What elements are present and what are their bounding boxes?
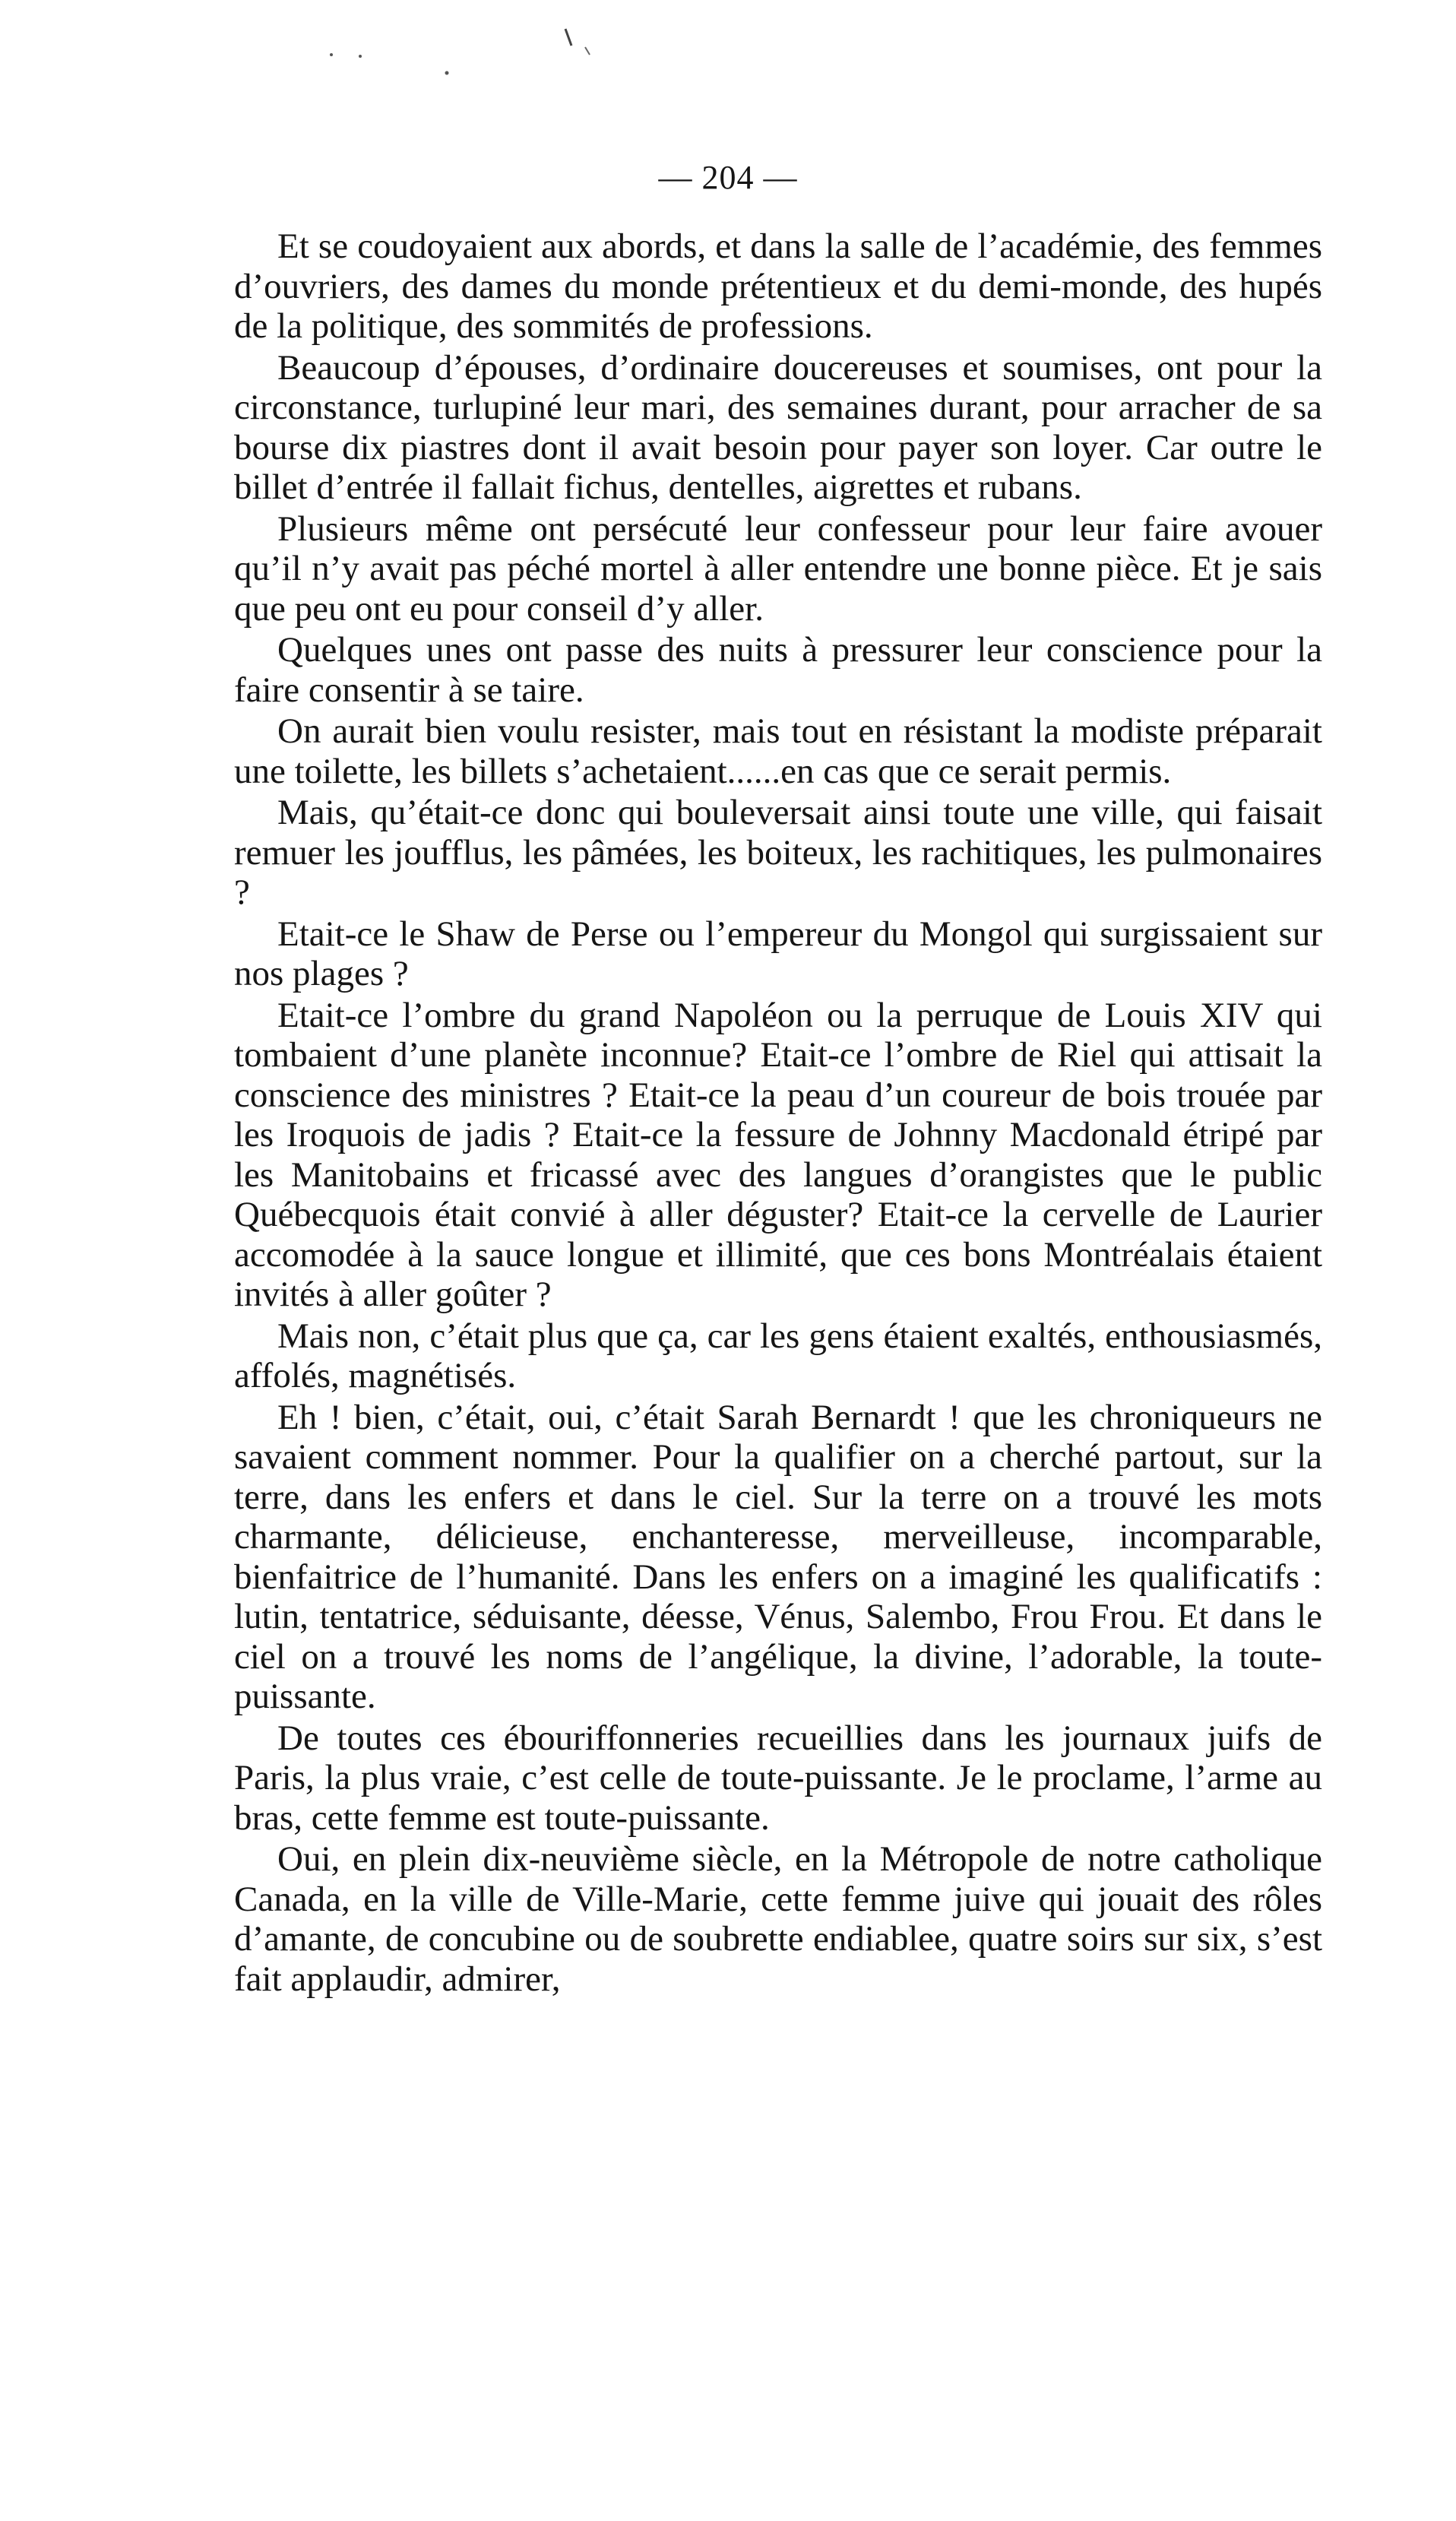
paragraph: Mais, qu’était-ce donc qui bouleversait ainsi toute une ville, qui faisait remuer les joufflus, les pâmées, les boiteux, les rachitiques, les pulmonaires ? [234,793,1322,912]
paragraph: Beaucoup d’épouses, d’ordinaire doucereuses et soumises, ont pour la circonstance, turlupiné leur mari, des semaines durant, pour arracher de sa bourse dix piastres dont il avait besoin pour payer son loyer. Car outre le billet d’entrée il fallait fichus, dentelles, aigrettes et rubans. [234,347,1322,507]
page-number: — 204 — [658,159,798,196]
paragraph: On aurait bien voulu resister, mais tout en résistant la modiste préparait une toilette, les billets s’achetaient......en cas que ce serait permis. [234,711,1322,791]
speck [585,47,590,55]
paragraph: Oui, en plein dix-neuvième siècle, en la Métropole de notre catholique Canada, en la ville de Ville-Marie, cette femme juive qui jouait des rôles d’amante, de concubine ou de soubrette endiablee, quatre soirs sur six, s’est fait applaudir, admirer, [234,1839,1322,1999]
paragraph: Eh ! bien, c’était, oui, c’était Sarah Bernardt ! que les chroniqueurs ne savaient comment nommer. Pour la qualifier on a cherché partout, sur la terre, dans les enfers et dans le ciel. Sur la terre on a trouvé les mots charmante, délicieuse, enchanteresse, merveilleuse, incomparable, bienfaitrice de l’humanité. Dans les enfers on a imaginé les qualificatifs : lutin, tentatrice, séduisante, déesse, Vénus, Salembo, Frou Frou. Et dans le ciel on a trouvé les noms de l’angélique, la divine, l’adorable, la toute-puissante. [234,1397,1322,1716]
paragraph: Etait-ce l’ombre du grand Napoléon ou la perruque de Louis XIV qui tombaient d’une planète inconnue? Etait-ce l’ombre de Riel qui attisait la conscience des ministres ? Etait-ce la peau d’un coureur de bois trouée par les Iroquois de jadis ? Etait-ce la fessure de Johnny Macdonald étripé par les Manitobains et fricassé avec des langues d’orangistes que le public Québecquois était convié à aller déguster? Etait-ce la cervelle de Laurier accomodée à la sauce longue et illimité, que ces bons Montréalais étaient invités à aller goûter ? [234,995,1322,1314]
speck [330,53,333,56]
paragraph: Quelques unes ont passe des nuits à pressurer leur conscience pour la faire consentir à se taire. [234,630,1322,710]
paragraph: Plusieurs même ont persécuté leur confesseur pour leur faire avouer qu’il n’y avait pas péché mortel à aller entendre une bonne pièce. Et je sais que peu ont eu pour conseil d’y aller. [234,508,1322,629]
paragraph: Etait-ce le Shaw de Perse ou l’empereur du Mongol qui surgissaient sur nos plages ? [234,914,1322,993]
body-text [234,226,1322,2000]
paragraph: Et se coudoyaient aux abords, et dans la salle de l’académie, des femmes d’ouvriers, des dames du monde prétentieux et du demi-monde, des hupés de la politique, des sommités de professions. [234,226,1322,346]
speck [565,29,571,46]
paragraph: Mais non, c’était plus que ça, car les gens étaient exaltés, enthousiasmés, affolés, magnétisés. [234,1316,1322,1395]
speck [359,55,362,58]
speck [445,71,449,75]
paragraph: De toutes ces ébouriffonneries recueillies dans les journaux juifs de Paris, la plus vraie, c’est celle de toute-puissante. Je le proclame, l’arme au bras, cette femme est toute-puissante. [234,1718,1322,1838]
scan-specks [0,0,1456,91]
